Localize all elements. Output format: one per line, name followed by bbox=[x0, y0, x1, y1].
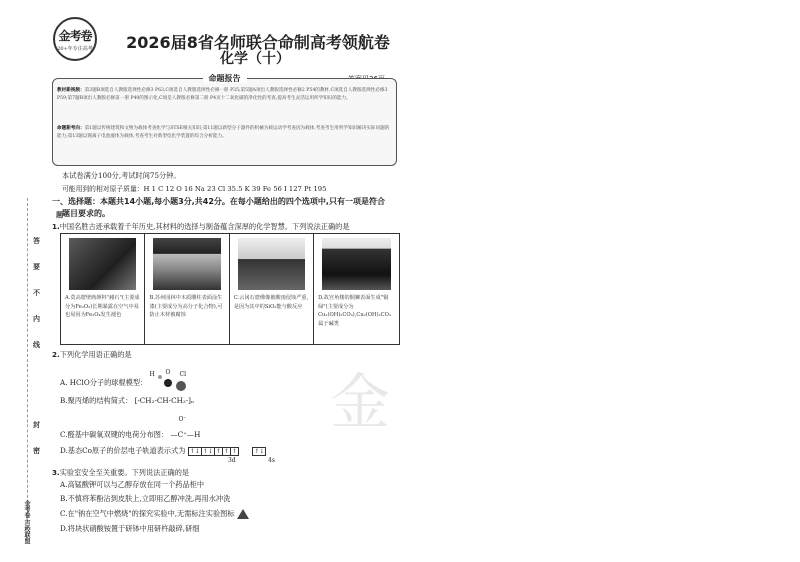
report-text-2: 第1题以传统建筑和文物为载体考查化学与STSE相关知识;第11题以新型分子器件的机械为载运动学考查因为载体,考查考生用所学知识解决实际问题的能力;第13题以锂离子电池液体为载体,考查考生对新型电化学装置的综合分析能力。 bbox=[57, 126, 390, 139]
report-label-2: 命题新考向： bbox=[57, 126, 85, 131]
mogao-mural-image bbox=[69, 238, 136, 290]
orbital-3d-5: ↑ bbox=[231, 448, 237, 455]
section1-heading-cont: 题目要求的。 bbox=[62, 209, 110, 218]
aldehyde-formula: —C⁺—H bbox=[170, 430, 201, 439]
option-1b: B.苏州园林中木质雕柱表面涂生漆(主要成分为高分子化合物),可防止木材被腐蚀 bbox=[149, 295, 223, 318]
question-2-stem: 下列化学用语正确的是 bbox=[59, 350, 132, 359]
option-1c: C.云冈石窟佛像被酸雨侵蚀严重,是因为其中的SiO₂能与酸反应 bbox=[233, 295, 309, 310]
question-1 bbox=[52, 222, 350, 232]
exam-subject: 化学（十） bbox=[220, 51, 290, 67]
atom-h bbox=[158, 375, 162, 379]
orbital-3d-1: ↑↓ bbox=[189, 448, 200, 455]
option-3d: D.将块状硝酸铵置于研钵中用研杵敲碎,研细 bbox=[60, 524, 200, 533]
logo-text: 金考卷 bbox=[58, 29, 92, 43]
suzhou-garden-image bbox=[153, 238, 220, 290]
orbital-3d-2: ↑↓ bbox=[202, 448, 213, 455]
warning-triangle-icon bbox=[237, 509, 249, 519]
option-2d bbox=[60, 446, 265, 456]
option-cell-b[interactable] bbox=[145, 234, 229, 345]
option-cell-d[interactable] bbox=[314, 234, 400, 345]
atom-cl-label: Cl bbox=[179, 371, 187, 378]
atom-cl bbox=[176, 381, 186, 391]
option-1a: A.莫高窟壁画颜料"赭石"(主要成分为Fe₂O₃)长期暴露在空气中易也易因为Fe₃O₄发生褪色 bbox=[65, 295, 140, 318]
option-3b: B.不慎将苯酚沾到皮肤上,立即用乙醇冲洗,再用水冲洗 bbox=[60, 494, 231, 503]
orbital-4s-label: 4s bbox=[268, 457, 275, 464]
orbital-3d-3: ↑ bbox=[215, 448, 221, 455]
margin-char-8: 密 bbox=[33, 447, 40, 455]
yungang-buddha-image bbox=[238, 238, 305, 290]
margin-char-3: 要 bbox=[33, 263, 40, 271]
atom-h-label: H bbox=[149, 371, 155, 378]
orbital-3d-4: ↑ bbox=[223, 448, 229, 455]
question-2-number: 2. bbox=[52, 350, 60, 359]
margin-char-4: 不 bbox=[33, 289, 40, 297]
atom-o-label: O bbox=[165, 369, 171, 376]
option-2a bbox=[60, 369, 196, 393]
orbital-3d-label: 3d bbox=[228, 457, 236, 464]
option-1d: D.故宫角楼的铜狮表面生成"铜绿"(主要成分为Cu₂(OH)₂CO₃),Cu₂(OH)₂CO₃属于碱类 bbox=[318, 295, 391, 327]
proposition-report-box bbox=[52, 74, 397, 166]
bronze-lion-image bbox=[322, 238, 391, 290]
exam-info: 本试卷满分100分,考试时间75分钟。 bbox=[62, 171, 181, 180]
option-2c bbox=[60, 416, 201, 440]
orbital-4s-1: ↑↓ bbox=[254, 448, 265, 455]
option-3c bbox=[60, 509, 249, 519]
margin-char-6: 线 bbox=[33, 341, 40, 349]
report-paragraph-2 bbox=[57, 125, 392, 141]
section1-heading: 一、选择题：本题共14小题,每小题3分,共42分。在每小题给出的四个选项中,只有一项是符合 bbox=[52, 197, 385, 206]
option-2a-text: A. HClO分子的球棍模型： bbox=[60, 378, 148, 387]
margin-char-1: 题 bbox=[56, 211, 63, 219]
margin-char-7: 封 bbox=[33, 421, 40, 429]
report-paragraph-1 bbox=[57, 87, 392, 103]
option-2b-text: B.聚丙烯的结构简式： bbox=[60, 396, 133, 405]
orbital-diagram-4s bbox=[252, 446, 265, 456]
margin-brand: 金考卷·百校联盟 bbox=[23, 500, 30, 545]
question-3-number: 3. bbox=[52, 468, 60, 477]
ball-stick-model bbox=[149, 369, 196, 393]
brand-logo bbox=[53, 17, 97, 61]
atomic-masses: 可能用到的相对原子质量：H 1 C 12 O 16 Na 23 Cl 35.5 K 39 Fe 56 I 127 Pt 195 bbox=[62, 185, 327, 193]
option-2c-text: C.醛基中碳氧双键的电荷分布图： bbox=[60, 430, 169, 439]
exam-title: 2026届8省名师联合命制高考领航卷 bbox=[126, 33, 390, 52]
atom-o bbox=[164, 379, 172, 387]
question-1-number: 1. bbox=[52, 222, 60, 231]
watermark-logo: 金 bbox=[330, 368, 390, 438]
question-2 bbox=[52, 350, 132, 360]
orbital-diagram-3d bbox=[188, 446, 238, 456]
report-label-1: 教材新视频： bbox=[57, 88, 85, 93]
option-2d-text: D.基态Co原子的价层电子轨道表示式为 bbox=[60, 446, 186, 455]
option-cell-a[interactable] bbox=[61, 234, 145, 345]
margin-char-2: 答 bbox=[33, 237, 40, 245]
report-text-1: 第3题B项选自人教版选择性必修3 P63,C项选自人教版选择性必修一册 P35;第5题A项出人教版选择性必修2 P54的教材,C项选自人教版选择性必修3 P59;第7题B项出人教版必修第一册 P40的图示化,C项是人教版必修第二册 P4页十二氧化碳的净化性的考查,提高考生灵活运用所学知识的能力。 bbox=[57, 88, 388, 101]
margin-char-5: 内 bbox=[33, 315, 40, 323]
question-3 bbox=[52, 468, 189, 478]
polypropylene-formula: [-CH₂-CH-CH₂-]ₙ bbox=[134, 396, 195, 405]
binding-margin-line bbox=[27, 198, 29, 528]
option-3c-text: C.在"钠在空气中燃烧"的探究实验中,无需标注实验图标 bbox=[60, 509, 235, 518]
aldehyde-charge-diagram bbox=[170, 416, 201, 439]
aldehyde-oxygen: O⁻ bbox=[178, 416, 187, 423]
question-1-stem: 中国名胜古迹承载着千年历史,其材料的选择与制备蕴含深厚的化学智慧。下列说法正确的是 bbox=[59, 222, 350, 231]
logo-subtext: 20+年专注高考 bbox=[57, 46, 93, 52]
report-heading: 命题报告 bbox=[203, 74, 247, 83]
option-3a: A.高锰酸钾可以与乙醇存放在同一个药品柜中 bbox=[60, 480, 205, 489]
option-cell-c[interactable] bbox=[229, 234, 313, 345]
question-1-options-table bbox=[60, 233, 400, 345]
question-3-stem: 实验室安全至关重要。下列说法正确的是 bbox=[59, 468, 190, 477]
option-2b bbox=[60, 396, 194, 406]
